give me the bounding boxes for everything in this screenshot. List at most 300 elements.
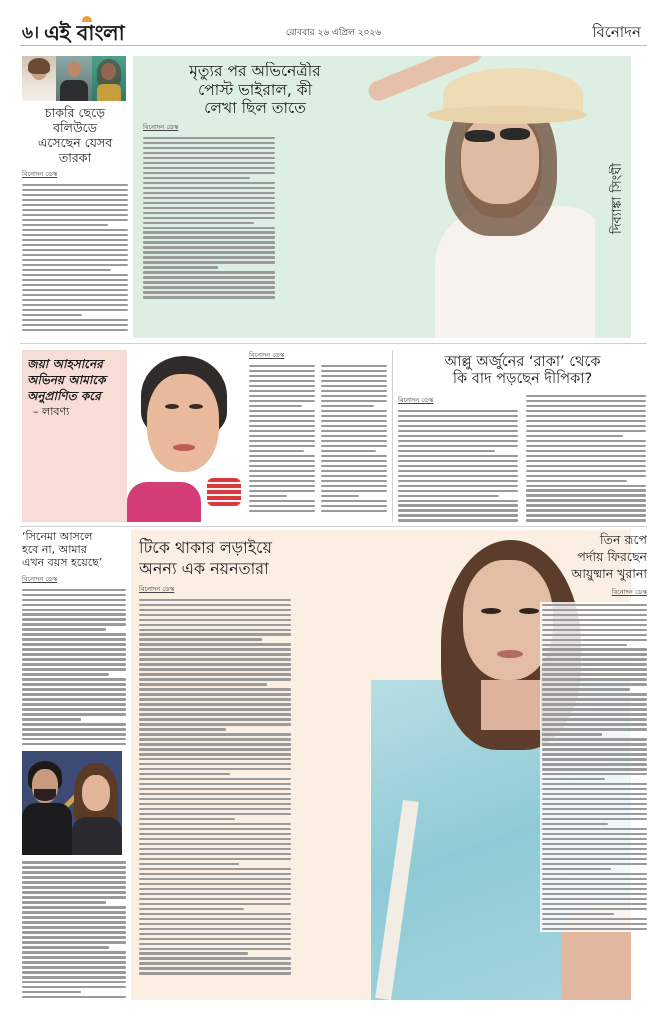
text-line	[143, 197, 275, 199]
text-line	[542, 693, 647, 695]
text-line	[321, 485, 387, 487]
text-line	[542, 873, 647, 875]
text-line	[143, 246, 275, 248]
text-line	[22, 866, 126, 868]
page-number: ৬।	[22, 23, 40, 43]
text-line	[249, 365, 315, 367]
lavanya-quote	[22, 350, 127, 425]
cinema-age-headline	[22, 530, 126, 570]
byline: বিনোদন ডেস্ক	[398, 395, 434, 404]
text-line	[249, 390, 315, 392]
text-line	[542, 838, 647, 840]
text-line	[249, 415, 315, 417]
article-body	[398, 410, 518, 522]
text-line	[143, 152, 275, 154]
text-line	[139, 643, 291, 645]
text-line	[22, 658, 126, 660]
article-body	[139, 599, 291, 975]
text-line	[143, 177, 250, 179]
text-line	[249, 380, 315, 382]
text-line	[321, 480, 387, 482]
text-line	[139, 843, 291, 845]
text-line	[143, 296, 275, 298]
text-line	[22, 319, 128, 321]
text-line	[398, 470, 518, 472]
couple-photo	[22, 751, 122, 855]
masthead	[20, 14, 647, 46]
text-line	[22, 906, 126, 908]
text-line	[542, 634, 647, 636]
text-line	[139, 614, 291, 616]
text-line	[398, 465, 518, 467]
text-line	[22, 214, 128, 216]
text-line	[22, 916, 126, 918]
text-line	[22, 678, 126, 680]
ayushmann-headline	[540, 532, 647, 583]
text-line	[398, 440, 518, 442]
text-line	[139, 962, 291, 964]
text-line	[143, 162, 275, 164]
text-line	[542, 863, 647, 865]
text-line	[321, 390, 387, 392]
text-line	[22, 589, 126, 591]
newspaper-logo: এই বাংলা	[44, 21, 125, 45]
text-line	[526, 475, 646, 477]
text-line	[398, 450, 495, 452]
byline: বিনোদন ডেস্ক	[143, 122, 179, 131]
text-line	[139, 768, 291, 770]
text-line	[139, 653, 291, 655]
text-line	[22, 981, 126, 983]
text-line	[139, 718, 291, 720]
text-line	[526, 420, 646, 422]
text-line	[321, 385, 387, 387]
article-body	[321, 365, 387, 512]
text-line	[398, 425, 518, 427]
text-line	[321, 365, 387, 367]
text-line	[139, 633, 291, 635]
text-line	[542, 658, 647, 660]
actress-hat-photo	[365, 56, 595, 338]
text-line	[143, 137, 275, 139]
text-line	[321, 380, 387, 382]
text-line	[143, 202, 275, 204]
text-line	[22, 876, 126, 878]
lavanya-quote-box	[22, 350, 127, 522]
text-line	[249, 480, 315, 482]
text-line	[22, 643, 126, 645]
text-line	[398, 460, 518, 462]
deepika-article	[398, 350, 647, 522]
text-line	[249, 505, 315, 507]
text-line	[542, 893, 647, 895]
text-line	[526, 400, 646, 402]
text-line	[22, 284, 128, 286]
text-line	[22, 184, 128, 186]
text-line	[398, 490, 518, 492]
text-line	[139, 883, 291, 885]
text-line	[526, 509, 646, 511]
text-line	[22, 249, 128, 251]
text-line	[139, 698, 291, 700]
text-line	[139, 798, 291, 800]
text-line	[139, 967, 291, 969]
text-line	[398, 485, 518, 487]
text-line	[139, 888, 291, 890]
text-line	[22, 921, 126, 923]
text-line	[139, 629, 291, 631]
text-line	[321, 445, 387, 447]
headline-line: কি বাদ পড়ছেন দীপিকা?	[452, 371, 593, 388]
headline-line: এখন বয়স হয়েছে’	[22, 556, 103, 570]
text-line	[22, 628, 106, 630]
text-line	[139, 948, 291, 950]
headline-line: চাকরি ছেড়ে বলিউডে	[44, 105, 106, 135]
text-line	[542, 703, 647, 705]
text-line	[542, 828, 647, 830]
text-line	[139, 833, 291, 835]
divider	[392, 350, 393, 522]
headline-line: লেখা ছিল তাতে	[204, 99, 306, 118]
text-line	[526, 440, 646, 442]
text-line	[321, 465, 387, 467]
text-line	[143, 212, 275, 214]
text-line	[22, 254, 128, 256]
text-line	[22, 189, 128, 191]
text-line	[22, 324, 128, 326]
text-line	[249, 375, 315, 377]
text-line	[542, 878, 647, 880]
text-line	[321, 435, 387, 437]
text-line	[22, 976, 126, 978]
text-line	[139, 599, 291, 601]
text-line	[139, 693, 291, 695]
text-line	[398, 509, 518, 511]
text-line	[143, 251, 275, 253]
text-line	[22, 618, 126, 620]
text-line	[143, 167, 275, 169]
text-line	[22, 623, 126, 625]
text-line	[398, 500, 518, 502]
text-line	[139, 793, 291, 795]
quote-line: অভিনয় আমাকে	[27, 373, 106, 388]
text-line	[321, 370, 387, 372]
text-line	[143, 157, 275, 159]
text-line	[249, 465, 315, 467]
text-line	[526, 415, 646, 417]
text-line	[22, 613, 126, 615]
text-line	[22, 708, 126, 710]
text-line	[139, 972, 291, 974]
text-line	[542, 823, 608, 825]
text-line	[139, 878, 291, 880]
text-line	[398, 519, 518, 521]
actor-photo-1	[22, 56, 56, 101]
text-line	[321, 470, 387, 472]
quote-line: অনুপ্রাণিত করে	[27, 389, 101, 404]
text-line	[321, 490, 387, 492]
text-line	[22, 951, 126, 953]
article-body	[542, 604, 647, 932]
text-line	[542, 803, 647, 805]
text-line	[22, 713, 126, 715]
text-line	[542, 918, 647, 920]
text-line	[22, 239, 128, 241]
text-line	[22, 723, 126, 725]
text-line	[143, 217, 275, 219]
text-line	[139, 928, 291, 930]
text-line	[22, 199, 128, 201]
text-line	[542, 843, 647, 845]
text-line	[321, 405, 374, 407]
text-line	[143, 266, 218, 268]
text-line	[542, 733, 602, 735]
text-line	[526, 480, 627, 482]
viral-post-headline	[143, 62, 367, 118]
text-line	[22, 718, 81, 720]
text-line	[526, 405, 646, 407]
text-line	[139, 933, 291, 935]
text-line	[526, 410, 646, 412]
text-line	[139, 758, 291, 760]
text-line	[542, 688, 630, 690]
text-line	[22, 991, 81, 993]
text-line	[22, 668, 126, 670]
text-line	[143, 182, 275, 184]
article-body	[22, 861, 126, 1000]
text-line	[542, 763, 647, 765]
text-line	[139, 893, 291, 895]
byline: বিনোদন ডেস্ক	[611, 587, 647, 596]
text-line	[398, 455, 518, 457]
byline: বিনোদন ডেস্ক	[139, 584, 175, 593]
text-line	[321, 510, 387, 512]
text-line	[542, 758, 647, 760]
bollywood-headline	[22, 105, 128, 165]
text-line	[139, 788, 291, 790]
text-line	[22, 896, 126, 898]
text-line	[22, 329, 128, 331]
text-line	[542, 648, 647, 650]
text-line	[321, 450, 376, 452]
text-line	[249, 370, 315, 372]
text-line	[321, 475, 387, 477]
text-line	[321, 400, 387, 402]
text-line	[526, 395, 646, 397]
ayushmann-article	[540, 532, 647, 932]
text-line	[143, 241, 275, 243]
text-line	[139, 668, 291, 670]
text-line	[542, 798, 647, 800]
text-line	[139, 818, 235, 820]
headline-line: পোস্ট ভাইরাল, কী	[197, 80, 313, 99]
text-line	[22, 209, 128, 211]
text-line	[22, 663, 126, 665]
text-line	[139, 743, 291, 745]
text-line	[139, 913, 291, 915]
text-line	[542, 923, 647, 925]
text-line	[542, 748, 647, 750]
text-line	[249, 495, 287, 497]
article-body	[22, 184, 128, 331]
text-line	[321, 415, 387, 417]
text-line	[526, 445, 646, 447]
text-line	[22, 604, 126, 606]
text-line	[143, 256, 275, 258]
text-line	[139, 678, 291, 680]
text-line	[22, 314, 82, 316]
text-line	[22, 961, 126, 963]
text-line	[143, 236, 275, 238]
article-body	[249, 365, 315, 512]
text-line	[249, 470, 315, 472]
text-line	[542, 713, 647, 715]
text-line	[22, 966, 126, 968]
headline-line: টিকে থাকার লড়াইয়ে	[139, 538, 272, 557]
text-line	[22, 194, 128, 196]
text-line	[22, 728, 126, 730]
text-line	[139, 823, 291, 825]
text-line	[139, 858, 291, 860]
text-line	[249, 420, 315, 422]
text-line	[139, 898, 291, 900]
text-line	[139, 663, 291, 665]
text-line	[22, 259, 128, 261]
text-line	[139, 908, 244, 910]
text-line	[139, 918, 291, 920]
quote-attribution: – লাবণ্য	[33, 404, 70, 418]
lavanya-article	[249, 350, 389, 522]
text-line	[22, 931, 126, 933]
text-line	[542, 663, 647, 665]
text-line	[321, 455, 387, 457]
text-line	[22, 901, 106, 903]
text-line	[526, 425, 646, 427]
text-line	[22, 653, 126, 655]
text-line	[542, 723, 647, 725]
text-line	[139, 952, 248, 954]
text-line	[22, 244, 128, 246]
text-line	[139, 688, 291, 690]
text-line	[139, 703, 291, 705]
nayanthara-article	[139, 538, 291, 998]
text-line	[22, 264, 128, 266]
text-line	[22, 886, 126, 888]
text-line	[22, 294, 128, 296]
viral-post-article	[143, 62, 367, 334]
text-line	[249, 445, 315, 447]
text-line	[321, 395, 387, 397]
text-line	[526, 519, 646, 521]
text-line	[542, 743, 647, 745]
text-line	[22, 638, 126, 640]
text-line	[526, 450, 646, 452]
text-line	[139, 853, 291, 855]
byline: বিনোদন ডেস্ক	[22, 170, 58, 178]
text-line	[542, 639, 647, 641]
text-line	[143, 286, 275, 288]
text-line	[139, 803, 291, 805]
text-line	[22, 673, 109, 675]
text-line	[143, 227, 275, 229]
text-line	[542, 813, 647, 815]
text-line	[22, 648, 126, 650]
text-line	[542, 644, 627, 646]
bollywood-actors-photo	[22, 56, 126, 101]
text-line	[139, 753, 291, 755]
text-line	[22, 304, 128, 306]
text-line	[542, 629, 647, 631]
text-line	[249, 425, 315, 427]
text-line	[22, 703, 126, 705]
text-line	[542, 604, 647, 606]
article-body	[526, 395, 646, 522]
text-line	[22, 683, 126, 685]
text-line	[22, 633, 126, 635]
text-line	[139, 728, 226, 730]
text-line	[139, 813, 291, 815]
text-line	[526, 435, 623, 437]
text-line	[398, 410, 518, 412]
text-line	[398, 415, 518, 417]
text-line	[22, 688, 126, 690]
text-line	[542, 888, 647, 890]
text-line	[249, 405, 302, 407]
text-line	[542, 609, 647, 611]
headline-line: তিন রূপে	[599, 532, 647, 547]
text-line	[249, 410, 315, 412]
text-line	[542, 793, 647, 795]
text-line	[542, 678, 647, 680]
text-line	[526, 485, 646, 487]
text-line	[542, 728, 647, 730]
text-line	[139, 733, 291, 735]
text-line	[249, 500, 315, 502]
text-line	[22, 996, 126, 998]
text-line	[22, 309, 128, 311]
byline: বিনোদন ডেস্ক	[249, 351, 285, 359]
nayanthara-headline	[139, 538, 291, 580]
text-line	[249, 475, 315, 477]
text-line	[22, 594, 126, 596]
text-line	[22, 881, 126, 883]
text-line	[398, 445, 518, 447]
text-line	[398, 495, 499, 497]
text-line	[542, 818, 647, 820]
text-line	[22, 274, 128, 276]
text-line	[542, 913, 614, 915]
text-line	[22, 733, 126, 735]
text-line	[143, 142, 275, 144]
byline: বিনোদন ডেস্ক	[22, 574, 58, 583]
headline-line: আল্লু অর্জুনের ‘রাকা’ থেকে	[444, 354, 601, 370]
text-line	[139, 748, 291, 750]
text-line	[22, 299, 128, 301]
text-line	[139, 619, 291, 621]
text-line	[542, 788, 647, 790]
text-line	[542, 738, 647, 740]
text-line	[398, 480, 518, 482]
text-line	[22, 891, 126, 893]
text-line	[398, 420, 518, 422]
text-line	[249, 460, 315, 462]
text-line	[321, 505, 387, 507]
text-line	[22, 229, 128, 231]
text-line	[22, 234, 128, 236]
text-line	[143, 291, 275, 293]
lavanya-photo	[127, 350, 249, 522]
text-line	[143, 147, 275, 149]
